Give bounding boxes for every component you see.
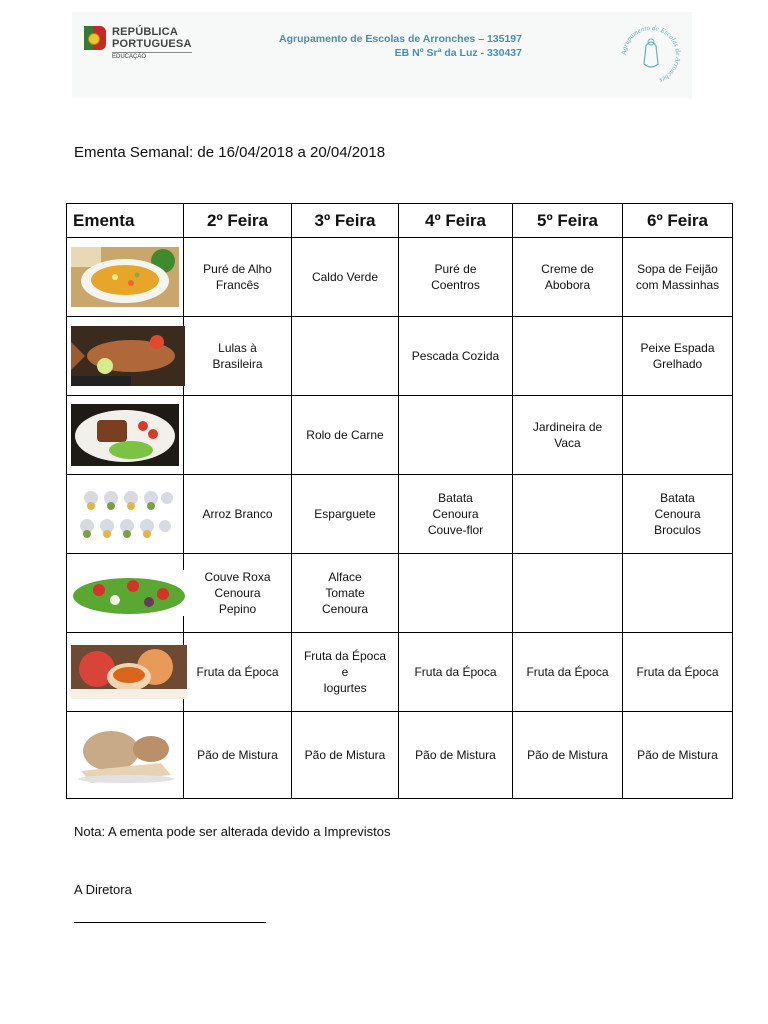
weekly-menu-table [66, 203, 733, 799]
page-title: Ementa Semanal: de 16/04/2018 a 20/04/2018 [74, 144, 386, 161]
salad-wednesday [399, 554, 513, 633]
meat-tuesday: Rolo de Carne [292, 396, 399, 475]
signature-label: A Diretora [74, 882, 132, 897]
bread-thursday: Pão de Mistura [513, 712, 623, 799]
fish-monday: Lulas à Brasileira [184, 317, 292, 396]
letterhead [72, 12, 692, 98]
header-thursday: 5º Feira [513, 204, 623, 238]
side-friday: Batata Cenoura Broculos [623, 475, 733, 554]
fruit-icon [71, 645, 187, 699]
meat-row [67, 396, 733, 475]
meat-monday [184, 396, 292, 475]
side-dishes-row [67, 475, 733, 554]
fish-row [67, 317, 733, 396]
fruit-monday: Fruta da Época [184, 633, 292, 712]
fish-wednesday: Pescada Cozida [399, 317, 513, 396]
seal-text: Agrupamento de Escolas de Arronches [619, 23, 683, 85]
header-ementa: Ementa [67, 204, 184, 238]
school-name [272, 32, 522, 60]
bread-wednesday: Pão de Mistura [399, 712, 513, 799]
fruit-thursday: Fruta da Época [513, 633, 623, 712]
soup-tuesday: Caldo Verde [292, 238, 399, 317]
side-tuesday: Esparguete [292, 475, 399, 554]
fish-friday: Peixe Espada Grelhado [623, 317, 733, 396]
bread-friday: Pão de Mistura [623, 712, 733, 799]
salad-monday: Couve Roxa Cenoura Pepino [184, 554, 292, 633]
school-line1: Agrupamento de Escolas de Arronches – 135197 [279, 33, 522, 45]
republic-logo [84, 26, 192, 60]
gov-line1: REPÚBLICA [112, 26, 178, 38]
svg-text:Agrupamento de Escolas de Arro [620, 24, 682, 84]
side-dishes-image-cell [67, 475, 184, 554]
bread-monday: Pão de Mistura [184, 712, 292, 799]
fish-icon [71, 326, 185, 386]
fish-thursday [513, 317, 623, 396]
gov-sub: EDUCAÇÃO [112, 52, 192, 60]
header-wednesday: 4º Feira [399, 204, 513, 238]
side-thursday [513, 475, 623, 554]
side-wednesday: Batata Cenoura Couve-flor [399, 475, 513, 554]
menu-note: Nota: A ementa pode ser alterada devido a Imprevistos [74, 824, 391, 839]
soup-image-cell [67, 238, 184, 317]
soup-monday: Puré de Alho Francês [184, 238, 292, 317]
soup-friday: Sopa de Feijão com Massinhas [623, 238, 733, 317]
fruit-wednesday: Fruta da Época [399, 633, 513, 712]
meat-icon [71, 404, 179, 466]
fruit-friday: Fruta da Época [623, 633, 733, 712]
gov-line2: PORTUGUESA [112, 38, 192, 50]
bread-image-cell [67, 712, 184, 799]
fruit-row [67, 633, 733, 712]
school-line2: EB Nº Srª da Luz - 330437 [394, 47, 522, 59]
header-row [67, 204, 733, 238]
side-dishes-icon [77, 486, 173, 542]
salad-row [67, 554, 733, 633]
soup-row [67, 238, 733, 317]
portugal-flag-icon [84, 26, 106, 50]
header-tuesday: 3º Feira [292, 204, 399, 238]
salad-thursday [513, 554, 623, 633]
fruit-tuesday: Fruta da Época e Iogurtes [292, 633, 399, 712]
fruit-image-cell [67, 633, 184, 712]
bread-row [67, 712, 733, 799]
salad-tuesday: Alface Tomate Cenoura [292, 554, 399, 633]
header-monday: 2º Feira [184, 204, 292, 238]
soup-thursday: Creme de Abobora [513, 238, 623, 317]
bread-icon [71, 723, 181, 787]
salad-friday [623, 554, 733, 633]
side-monday: Arroz Branco [184, 475, 292, 554]
salad-icon [71, 570, 187, 616]
salad-image-cell [67, 554, 184, 633]
meat-image-cell [67, 396, 184, 475]
soup-icon [71, 247, 179, 307]
meat-friday [623, 396, 733, 475]
fish-image-cell [67, 317, 184, 396]
soup-wednesday: Puré de Coentros [399, 238, 513, 317]
meat-wednesday [399, 396, 513, 475]
signature-line [74, 922, 266, 923]
meat-thursday: Jardineira de Vaca [513, 396, 623, 475]
header-friday: 6º Feira [623, 204, 733, 238]
fish-tuesday [292, 317, 399, 396]
bread-tuesday: Pão de Mistura [292, 712, 399, 799]
school-seal-icon [612, 16, 690, 94]
